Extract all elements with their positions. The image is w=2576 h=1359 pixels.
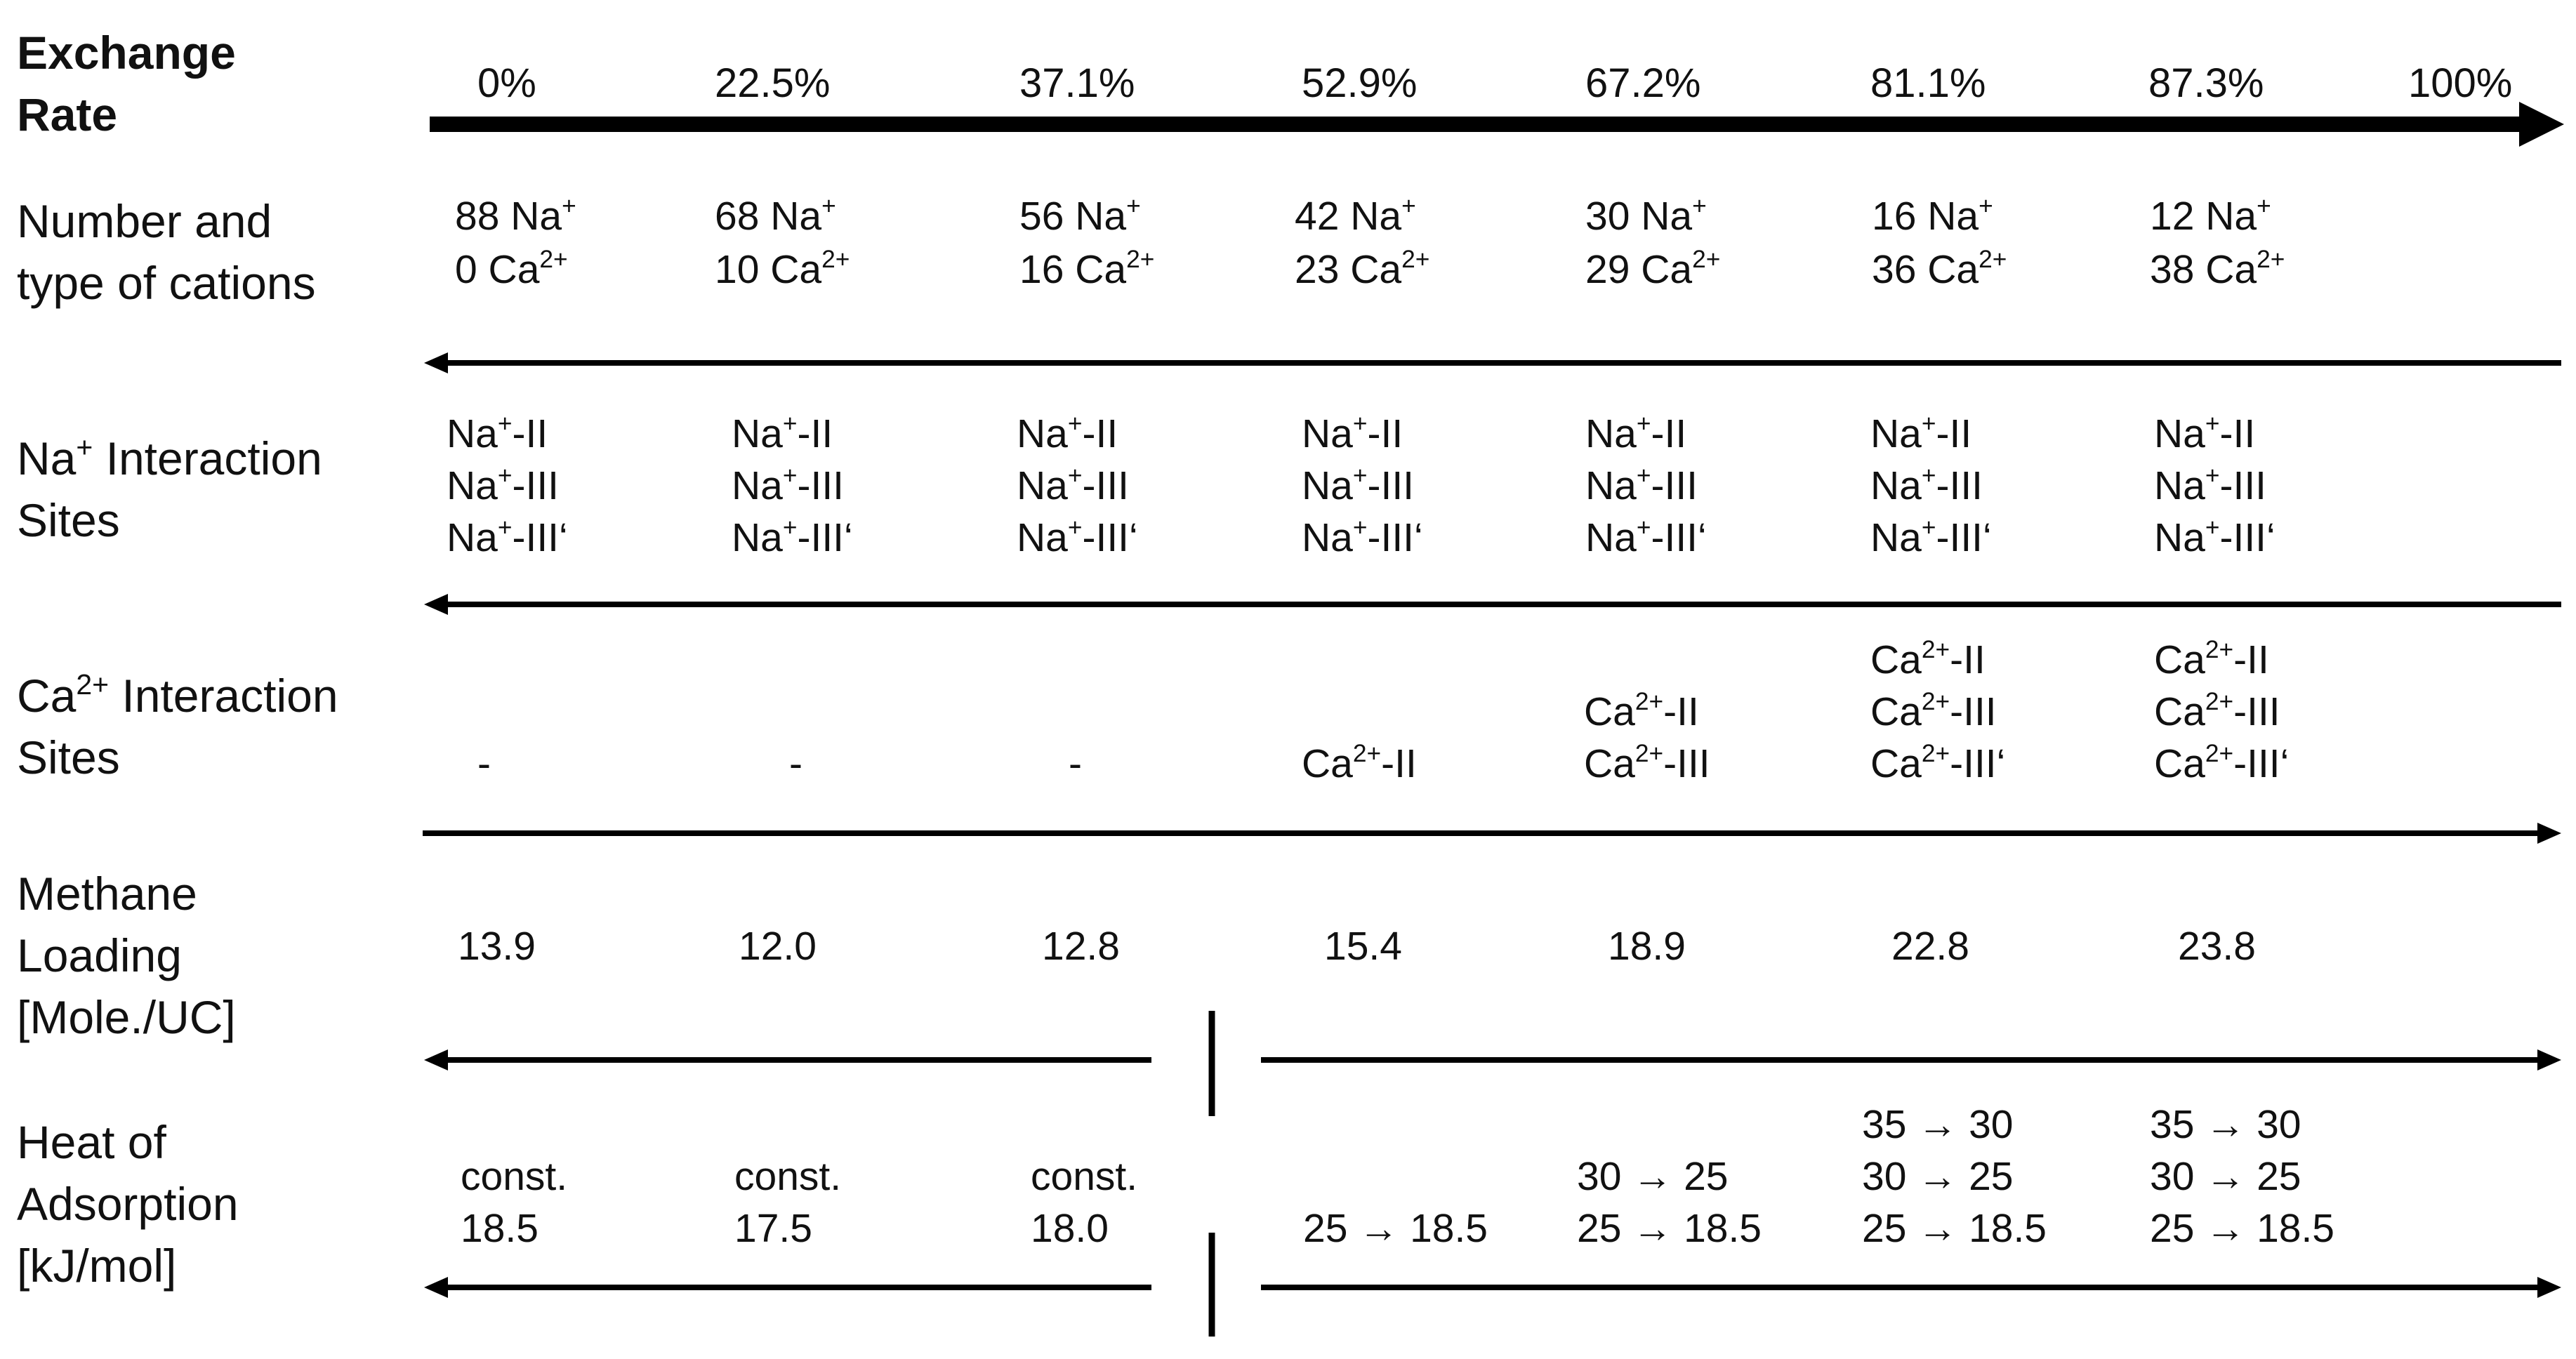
ca-sites-label-line1: $Ca^{2+}$ Interaction (17, 668, 338, 722)
exchange-rate-label-line1: Exchange (17, 27, 236, 79)
ca-site-5-1: $Ca^{2+}$-III (1870, 688, 1997, 734)
na-site-0-2: Na+-III‘ (447, 514, 568, 560)
exchange-rate-0: 0% (477, 60, 536, 106)
heat-5-1: 30 → 25 (1862, 1154, 2014, 1199)
heat-right-arrowhead (2537, 1277, 2561, 1298)
methane-loading-3: 15.4 (1324, 924, 1402, 969)
heat-6-0: 35 → 30 (2150, 1102, 2301, 1147)
na-site-3-2: Na+-III‘ (1302, 514, 1423, 560)
cation-ca-4: 29 $Ca^{2+}$ (1585, 246, 1721, 292)
methane-loading-4: 18.9 (1608, 924, 1686, 969)
ca-site-1-0: - (789, 741, 802, 786)
heat-left-arrowhead (424, 1277, 448, 1298)
cation-na-3: 42 Na+ (1295, 192, 1416, 239)
ca-site-6-1: $Ca^{2+}$-III (2154, 688, 2280, 734)
heat-6-1: 30 → 25 (2150, 1154, 2301, 1199)
ca-site-0-0: - (477, 741, 491, 786)
exchange-rate-arrowhead (2519, 102, 2564, 147)
heat-0-1: 18.5 (461, 1206, 539, 1251)
methane-label-line1: Methane (17, 868, 197, 920)
methane-loading-0: 13.9 (458, 924, 536, 969)
na-site-5-2: Na+-III‘ (1870, 514, 1992, 560)
exchange-rate-4: 67.2% (1585, 60, 1701, 106)
exchange-rate-5: 81.1% (1870, 60, 1986, 106)
exchange-rate-3: 52.9% (1302, 60, 1418, 106)
exchange-rate-6: 87.3% (2148, 60, 2264, 106)
exchange-rate-7: 100% (2408, 60, 2513, 106)
heat-4-0: 30 → 25 (1577, 1154, 1729, 1199)
na-site-1-2: Na+-III‘ (732, 514, 853, 560)
cations-label-line1: Number and (17, 195, 272, 247)
heat-5-0: 35 → 30 (1862, 1102, 2014, 1147)
heat-2-0: const. (1031, 1154, 1138, 1199)
na-sites-label-line1: Na+ Interaction (17, 430, 322, 484)
cation-ca-5: 36 $Ca^{2+}$ (1872, 246, 2007, 292)
cations-arrowhead (424, 352, 448, 373)
methane-loading-5: 22.8 (1891, 924, 1969, 969)
methane-loading-6: 23.8 (2178, 924, 2256, 969)
ca-site-3-0: $Ca^{2+}-II$ (1302, 740, 1417, 786)
ca-site-6-2: $Ca^{2+}-III‘$ (2154, 740, 2290, 786)
heat-label-line3: [kJ/mol] (17, 1240, 177, 1292)
methane-label-line2: Loading (17, 929, 182, 981)
ca-site-2-0: - (1069, 741, 1082, 786)
heat-3-0: 25 → 18.5 (1303, 1206, 1488, 1251)
na-sites-arrowhead (424, 594, 448, 615)
na-site-2-1: Na+-III (1017, 462, 1130, 508)
ca-site-5-0: $Ca^{2+}-II$ (1870, 636, 1986, 682)
cation-na-0: 88 Na+ (455, 192, 576, 239)
ca-site-5-2: $Ca^{2+}-III‘$ (1870, 740, 2006, 786)
ca-site-4-1: $Ca^{2+}$-III (1584, 740, 1710, 786)
heat-5-2: 25 → 18.5 (1862, 1206, 2047, 1251)
ca-site-4-0: $Ca^{2+}-II$ (1584, 688, 1699, 734)
heat-0-0: const. (461, 1154, 568, 1199)
methane-label-line3: [Mole./UC] (17, 991, 236, 1043)
na-site-1-0: Na+-II (732, 410, 833, 456)
cation-na-1: 68 Na+ (715, 192, 836, 239)
heat-label-line1: Heat of (17, 1116, 166, 1168)
heat-label-line2: Adsorption (17, 1178, 239, 1230)
cation-ca-0: 0 $Ca^{2+}$ (455, 246, 568, 292)
methane-right-arrowhead (2537, 1049, 2561, 1070)
na-site-0-1: Na+-III (447, 462, 560, 508)
na-site-4-0: Na+-II (1585, 410, 1687, 456)
na-site-3-1: Na+-III (1302, 462, 1415, 508)
na-site-0-0: Na+-II (447, 410, 548, 456)
cation-ca-6: 38 $Ca^{2+}$ (2150, 246, 2285, 292)
heat-1-1: 17.5 (734, 1206, 812, 1251)
cation-na-2: 56 Na+ (1019, 192, 1141, 239)
na-site-6-1: Na+-III (2154, 462, 2267, 508)
na-site-4-1: Na+-III (1585, 462, 1698, 508)
na-site-3-0: Na+-II (1302, 410, 1403, 456)
heat-2-1: 18.0 (1031, 1206, 1109, 1251)
cations-label-line2: type of cations (17, 257, 316, 309)
heat-1-0: const. (734, 1154, 842, 1199)
na-site-5-1: Na+-III (1870, 462, 1983, 508)
cation-ca-1: 10 $Ca^{2+}$ (715, 246, 850, 292)
heat-4-1: 25 → 18.5 (1577, 1206, 1762, 1251)
exchange-rate-1: 22.5% (715, 60, 831, 106)
exchange-rate-2: 37.1% (1019, 60, 1135, 106)
cation-na-5: 16 Na+ (1872, 192, 1993, 239)
ca-site-6-0: $Ca^{2+}-II$ (2154, 636, 2269, 682)
methane-loading-2: 12.8 (1042, 924, 1120, 969)
cation-ca-2: 16 $Ca^{2+}$ (1019, 246, 1155, 292)
na-sites-label-line2: Sites (17, 494, 120, 546)
na-site-2-0: Na+-II (1017, 410, 1118, 456)
methane-left-arrowhead (424, 1049, 448, 1070)
methane-loading-1: 12.0 (739, 924, 817, 969)
na-site-2-2: Na+-III‘ (1017, 514, 1138, 560)
na-site-1-1: Na+-III (732, 462, 845, 508)
ca-sites-label-line2: Sites (17, 731, 120, 783)
na-site-6-2: Na+-III‘ (2154, 514, 2276, 560)
cation-ca-3: 23 $Ca^{2+}$ (1295, 246, 1430, 292)
na-site-4-2: Na+-III‘ (1585, 514, 1707, 560)
na-site-5-0: Na+-II (1870, 410, 1972, 456)
heat-6-2: 25 → 18.5 (2150, 1206, 2335, 1251)
cation-na-4: 30 Na+ (1585, 192, 1707, 239)
ca-sites-arrowhead (2537, 823, 2561, 844)
exchange-rate-label-line2: Rate (17, 88, 118, 140)
na-site-6-0: Na+-II (2154, 410, 2256, 456)
cation-na-6: 12 Na+ (2150, 192, 2271, 239)
